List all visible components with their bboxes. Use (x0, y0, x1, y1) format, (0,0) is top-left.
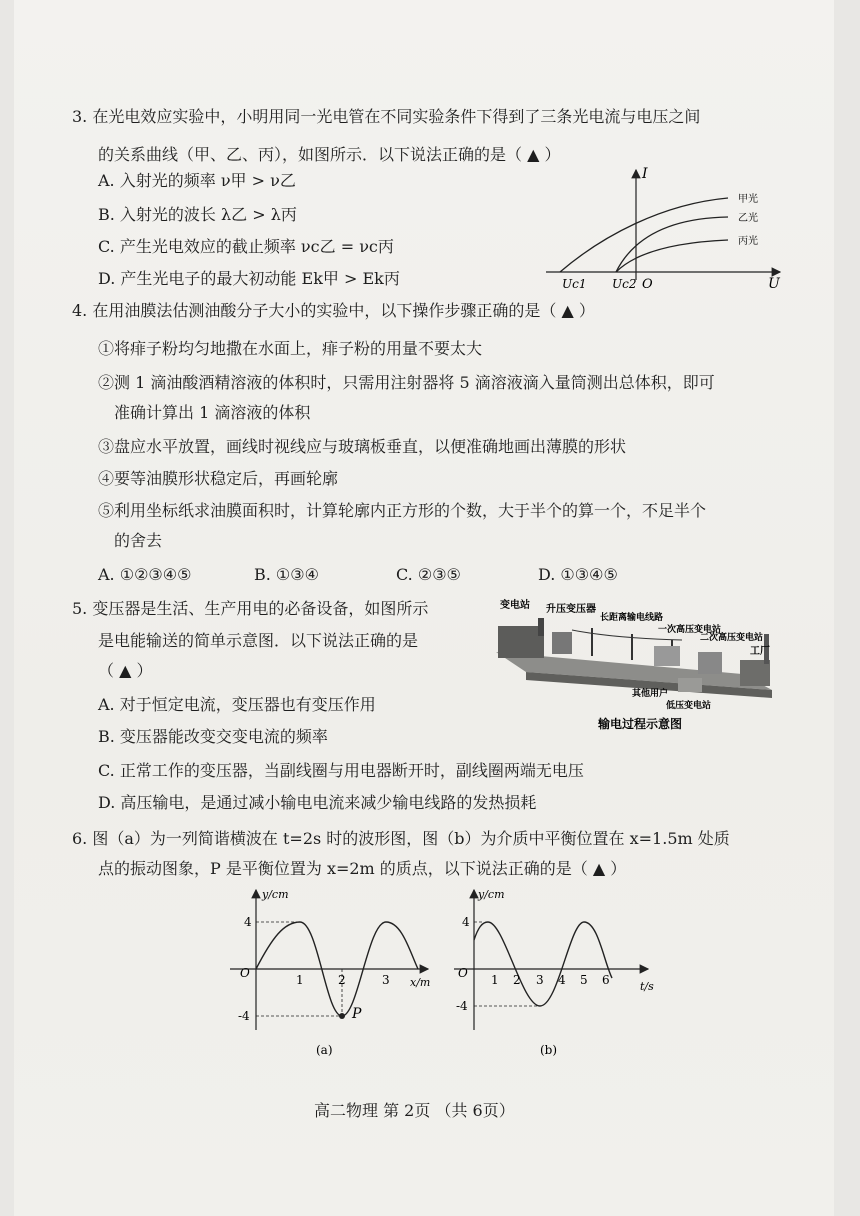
t-tick-4: 4 (558, 973, 566, 987)
q5-stem-line1: 5. 变压器是生活、生产用电的必备设备，如图所示 (72, 599, 429, 618)
caption-a: (a) (316, 1043, 333, 1057)
x-label: x/m (410, 976, 431, 989)
photocurrent-graph (542, 164, 792, 296)
t-tick-3: 3 (536, 973, 544, 987)
q6-stem-line1: 6. 图（a）为一列简谐横波在 t=2s 时的波形图，图（b）为介质中平衡位置在 x=1.5m 处质 (72, 829, 730, 848)
q4-option-a: A. ①②③④⑤ (98, 565, 192, 584)
vibration-curve (474, 922, 612, 1006)
low-voltage-substation (678, 678, 702, 692)
label-step-up: 升压变压器 (546, 604, 596, 615)
label-factory: 工厂 (750, 646, 770, 657)
point-p (339, 1013, 345, 1019)
q5-stem-line3: （ ▲ ） (98, 661, 153, 680)
uc1-label: Uc1 (562, 277, 587, 291)
q3-option-b: B. 入射光的波长 λ乙 > λ丙 (98, 205, 297, 224)
curve-label-yi: 乙光 (738, 213, 758, 224)
curve-jia (560, 198, 728, 272)
figure-caption: 输电过程示意图 (598, 717, 683, 731)
y-label: y/cm (262, 888, 289, 901)
caption-b: (b) (540, 1043, 558, 1057)
t-tick-5: 5 (580, 973, 588, 987)
q4-option-b: B. ①③④ (254, 565, 319, 584)
primary-substation (654, 646, 680, 666)
curve-label-jia: 甲光 (738, 194, 758, 205)
chimney (538, 618, 544, 636)
x-tick-3: 3 (382, 973, 390, 987)
q4-step-2-line1: ②测 1 滴油酸酒精溶液的体积时，只需用注射器将 5 滴溶液滴入量筒测出总体积，即可 (98, 373, 715, 392)
p-label: P (352, 1006, 362, 1022)
q4-step-5-line1: ⑤利用坐标纸求油膜面积时，计算轮廓内正方形的个数，大于半个的算一个，不足半个 (98, 501, 707, 520)
q5-option-d: D. 高压输电，是通过减小输电电流来减少输电线路的发热损耗 (98, 793, 537, 812)
vibration-graph-b (444, 882, 660, 1062)
u-axis-label: U (768, 276, 780, 292)
label-power-station: 变电站 (500, 600, 530, 611)
q5-option-c: C. 正常工作的变压器，当副线圈与用电器断开时，副线圈两端无电压 (98, 761, 584, 780)
q4-step-2-line2: 准确计算出 1 滴溶液的体积 (114, 403, 311, 422)
q3-stem-line1: 3. 在光电效应实验中，小明用同一光电管在不同实验条件下得到了三条光电流与电压之间 (72, 107, 701, 126)
power-station (498, 626, 544, 658)
q4-option-c: C. ②③⑤ (396, 565, 461, 584)
origin-label: O (642, 277, 653, 292)
y-tick-4: 4 (244, 915, 252, 929)
x-tick-2: 2 (338, 973, 346, 987)
origin: O (458, 966, 468, 980)
exam-page (14, 0, 834, 1216)
i-axis-label: I (642, 166, 648, 182)
y-tick-4: 4 (462, 915, 470, 929)
q4-step-4: ④要等油膜形状稳定后，再画轮廓 (98, 469, 339, 488)
label-long-line: 长距离输电线路 (600, 613, 664, 623)
curve-label-bing: 丙光 (738, 236, 758, 247)
y-tick-neg4: -4 (456, 999, 468, 1013)
q5-stem-line2: 是电能输送的简单示意图．以下说法正确的是 (98, 631, 419, 650)
curve-bing (616, 240, 728, 272)
q4-stem: 4. 在用油膜法估测油酸分子大小的实验中，以下操作步骤正确的是（ ▲ ） (72, 301, 595, 320)
label-secondary: 二次高压变电站 (700, 633, 764, 643)
q5-option-a: A. 对于恒定电流，变压器也有变压作用 (98, 695, 376, 714)
wave-graph-a (220, 882, 436, 1062)
uc2-label: Uc2 (612, 277, 637, 291)
q3-option-a: A. 入射光的频率 ν甲 > ν乙 (98, 171, 296, 190)
q3-option-d: D. 产生光电子的最大初动能 Ek甲 > Ek丙 (98, 269, 400, 288)
t-tick-1: 1 (491, 973, 499, 987)
page-footer: 高二物理 第 2页 （共 6页） (314, 1101, 515, 1120)
q4-step-1: ①将痱子粉均匀地撒在水面上，痱子粉的用量不要太大 (98, 339, 483, 358)
power-transmission-figure (482, 594, 782, 736)
q4-step-3: ③盘应水平放置，画线时视线应与玻璃板垂直，以便准确地画出薄膜的形状 (98, 437, 627, 456)
origin: O (240, 966, 250, 980)
q3-stem-line2: 的关系曲线（甲、乙、丙），如图所示．以下说法正确的是（ ▲ ） (98, 145, 561, 164)
q3-option-c: C. 产生光电效应的截止频率 νc乙 = νc丙 (98, 237, 394, 256)
t-tick-6: 6 (602, 973, 610, 987)
q6-stem-line2: 点的振动图象，P 是平衡位置为 x=2m 的质点，以下说法正确的是（ ▲ ） (98, 859, 627, 878)
label-low-voltage: 低压变电站 (666, 701, 712, 711)
label-primary: 一次高压变电站 (658, 625, 722, 635)
x-tick-1: 1 (296, 973, 304, 987)
q4-option-d: D. ①③④⑤ (538, 565, 618, 584)
y-label: y/cm (478, 888, 505, 901)
q5-option-b: B. 变压器能改变交变电流的频率 (98, 727, 328, 746)
y-tick-neg4: -4 (238, 1009, 250, 1023)
secondary-substation (698, 652, 722, 674)
t-label: t/s (640, 980, 654, 993)
step-up-transformer (552, 632, 572, 654)
label-other-users: 其他用户 (632, 689, 669, 699)
t-tick-2: 2 (513, 973, 521, 987)
q4-step-5-line2: 的舍去 (114, 531, 163, 550)
